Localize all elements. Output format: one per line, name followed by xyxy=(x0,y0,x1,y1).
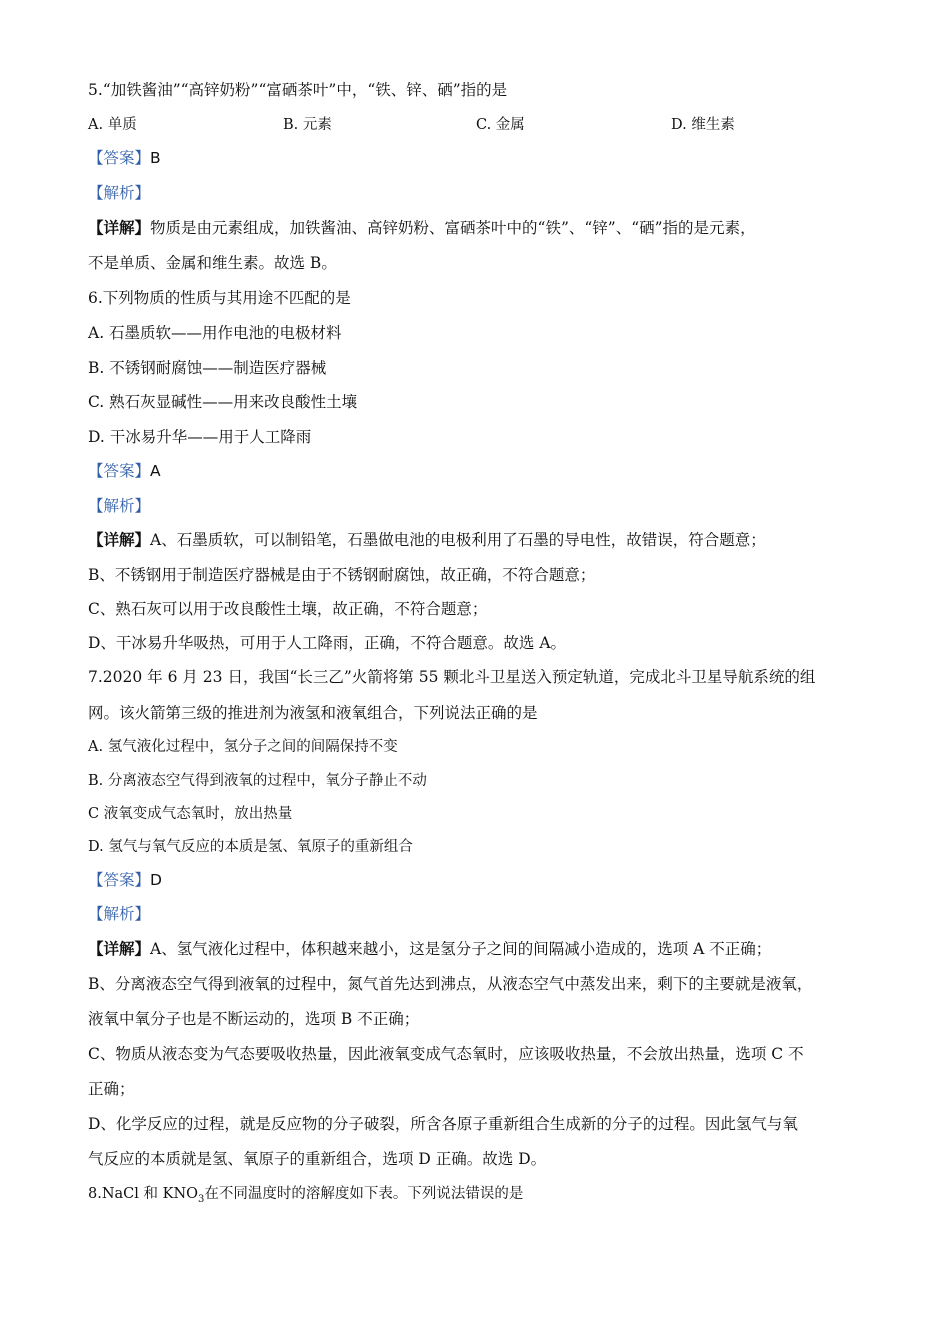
q7-option-a: A. 氢气液化过程中，氢分子之间的间隔保持不变 xyxy=(88,739,398,755)
q5-analysis-tag: 【解析】 xyxy=(88,184,151,202)
q5-stem: 5.“加铁酱油”“高锌奶粉”“富硒茶叶”中，“铁、锌、硒”指的是 xyxy=(88,81,508,99)
q6-option-a: A. 石墨质软——用作电池的电极材料 xyxy=(88,324,342,342)
detail-tag: 【详解】 xyxy=(88,218,151,237)
answer-tag: 【答案】 xyxy=(88,149,151,167)
q8-stem: 8.NaCl 和 $KNO_3$在不同温度时的溶解度如下表。下列说法错误的是 xyxy=(88,1186,524,1205)
q7-detail-line-4: C、物质从液态变为气态要吸收热量，因此液氧变成气态氧时，应该吸收热量，不会放出热量，选项 C 不 xyxy=(88,1045,804,1063)
answer-value: D xyxy=(150,871,162,889)
q7-option-c: C 液氧变成气态氧时，放出热量 xyxy=(88,806,293,822)
q7-option-b: B. 分离液态空气得到液氧的过程中，氧分子静止不动 xyxy=(88,773,427,789)
q7-detail-line-3: 液氧中氧分子也是不断运动的，选项 B 不正确； xyxy=(88,1010,420,1028)
q7-stem-line-2: 网。该火箭第三级的推进剂为液氢和液氧组合，下列说法正确的是 xyxy=(88,704,538,722)
q6-detail-line-2: B、不锈钢用于制造医疗器械是由于不锈钢耐腐蚀，故正确，不符合题意； xyxy=(88,566,596,584)
q7-detail-line-2: B、分离液态空气得到液氧的过程中，氮气首先达到沸点，从液态空气中蒸发出来，剩下的主要就是液氧， xyxy=(88,975,813,993)
q7-answer xyxy=(88,870,862,890)
q7-detail-line-1: 【详解】A、氢气液化过程中，体积越来越小，这是氢分子之间的间隔减小造成的，选项 A 不正确； xyxy=(88,939,772,958)
q7-detail-line-7: 气反应的本质就是氢、氧原子的重新组合，选项 D 正确。故选 D。 xyxy=(88,1150,547,1168)
answer-value: A xyxy=(150,462,161,480)
answer-tag: 【答案】 xyxy=(88,871,151,889)
q7-analysis-tag: 【解析】 xyxy=(88,905,151,923)
q6-option-b: B. 不锈钢耐腐蚀——制造医疗器械 xyxy=(88,359,327,377)
q7-option-d: D. 氢气与氧气反应的本质是氢、氧原子的重新组合 xyxy=(88,839,413,855)
q6-option-c: C. 熟石灰显碱性——用来改良酸性土壤 xyxy=(88,393,358,411)
q5-option-a: A. 单质 xyxy=(88,117,137,133)
q7-detail-line-5: 正确； xyxy=(88,1080,135,1098)
answer-tag: 【答案】 xyxy=(88,462,151,480)
answer-value: B xyxy=(150,149,161,167)
q5-option-b: B. 元素 xyxy=(283,117,332,133)
q5-option-d: D. 维生素 xyxy=(671,117,735,133)
q5-detail-line-2: 不是单质、金属和维生素。故选 B。 xyxy=(88,254,337,272)
q6-detail-line-3: C、熟石灰可以用于改良酸性土壤，故正确，不符合题意； xyxy=(88,600,488,618)
q6-detail-line-1: 【详解】A、石墨质软，可以制铅笔，石墨做电池的电极利用了石墨的导电性，故错误，符合题意； xyxy=(88,530,766,549)
q6-stem: 6.下列物质的性质与其用途不匹配的是 xyxy=(88,289,351,307)
q6-answer xyxy=(88,461,862,481)
q6-option-d: D. 干冰易升华——用于人工降雨 xyxy=(88,428,312,446)
q7-stem-line-1: 7.2020 年 6 月 23 日，我国“长三乙”火箭将第 55 颗北斗卫星送入预定轨道，完成北斗卫星导航系统的组 xyxy=(88,668,816,686)
q5-detail-line-1: 【详解】物质是由元素组成，加铁酱油、高锌奶粉、富硒茶叶中的“铁”、“锌”、“硒”指的是元素， xyxy=(88,218,756,237)
q5-answer xyxy=(88,148,862,168)
q7-detail-line-6: D、化学反应的过程，就是反应物的分子破裂，所含各原子重新组合生成新的分子的过程。因此氢气与氧 xyxy=(88,1115,798,1133)
q5-option-c: C. 金属 xyxy=(476,117,525,133)
q5-options xyxy=(88,115,862,135)
detail-tag: 【详解】 xyxy=(88,530,151,549)
q6-detail-line-4: D、干冰易升华吸热，可用于人工降雨，正确，不符合题意。故选 A。 xyxy=(88,634,567,652)
detail-tag: 【详解】 xyxy=(88,939,151,958)
q6-analysis-tag: 【解析】 xyxy=(88,497,151,515)
